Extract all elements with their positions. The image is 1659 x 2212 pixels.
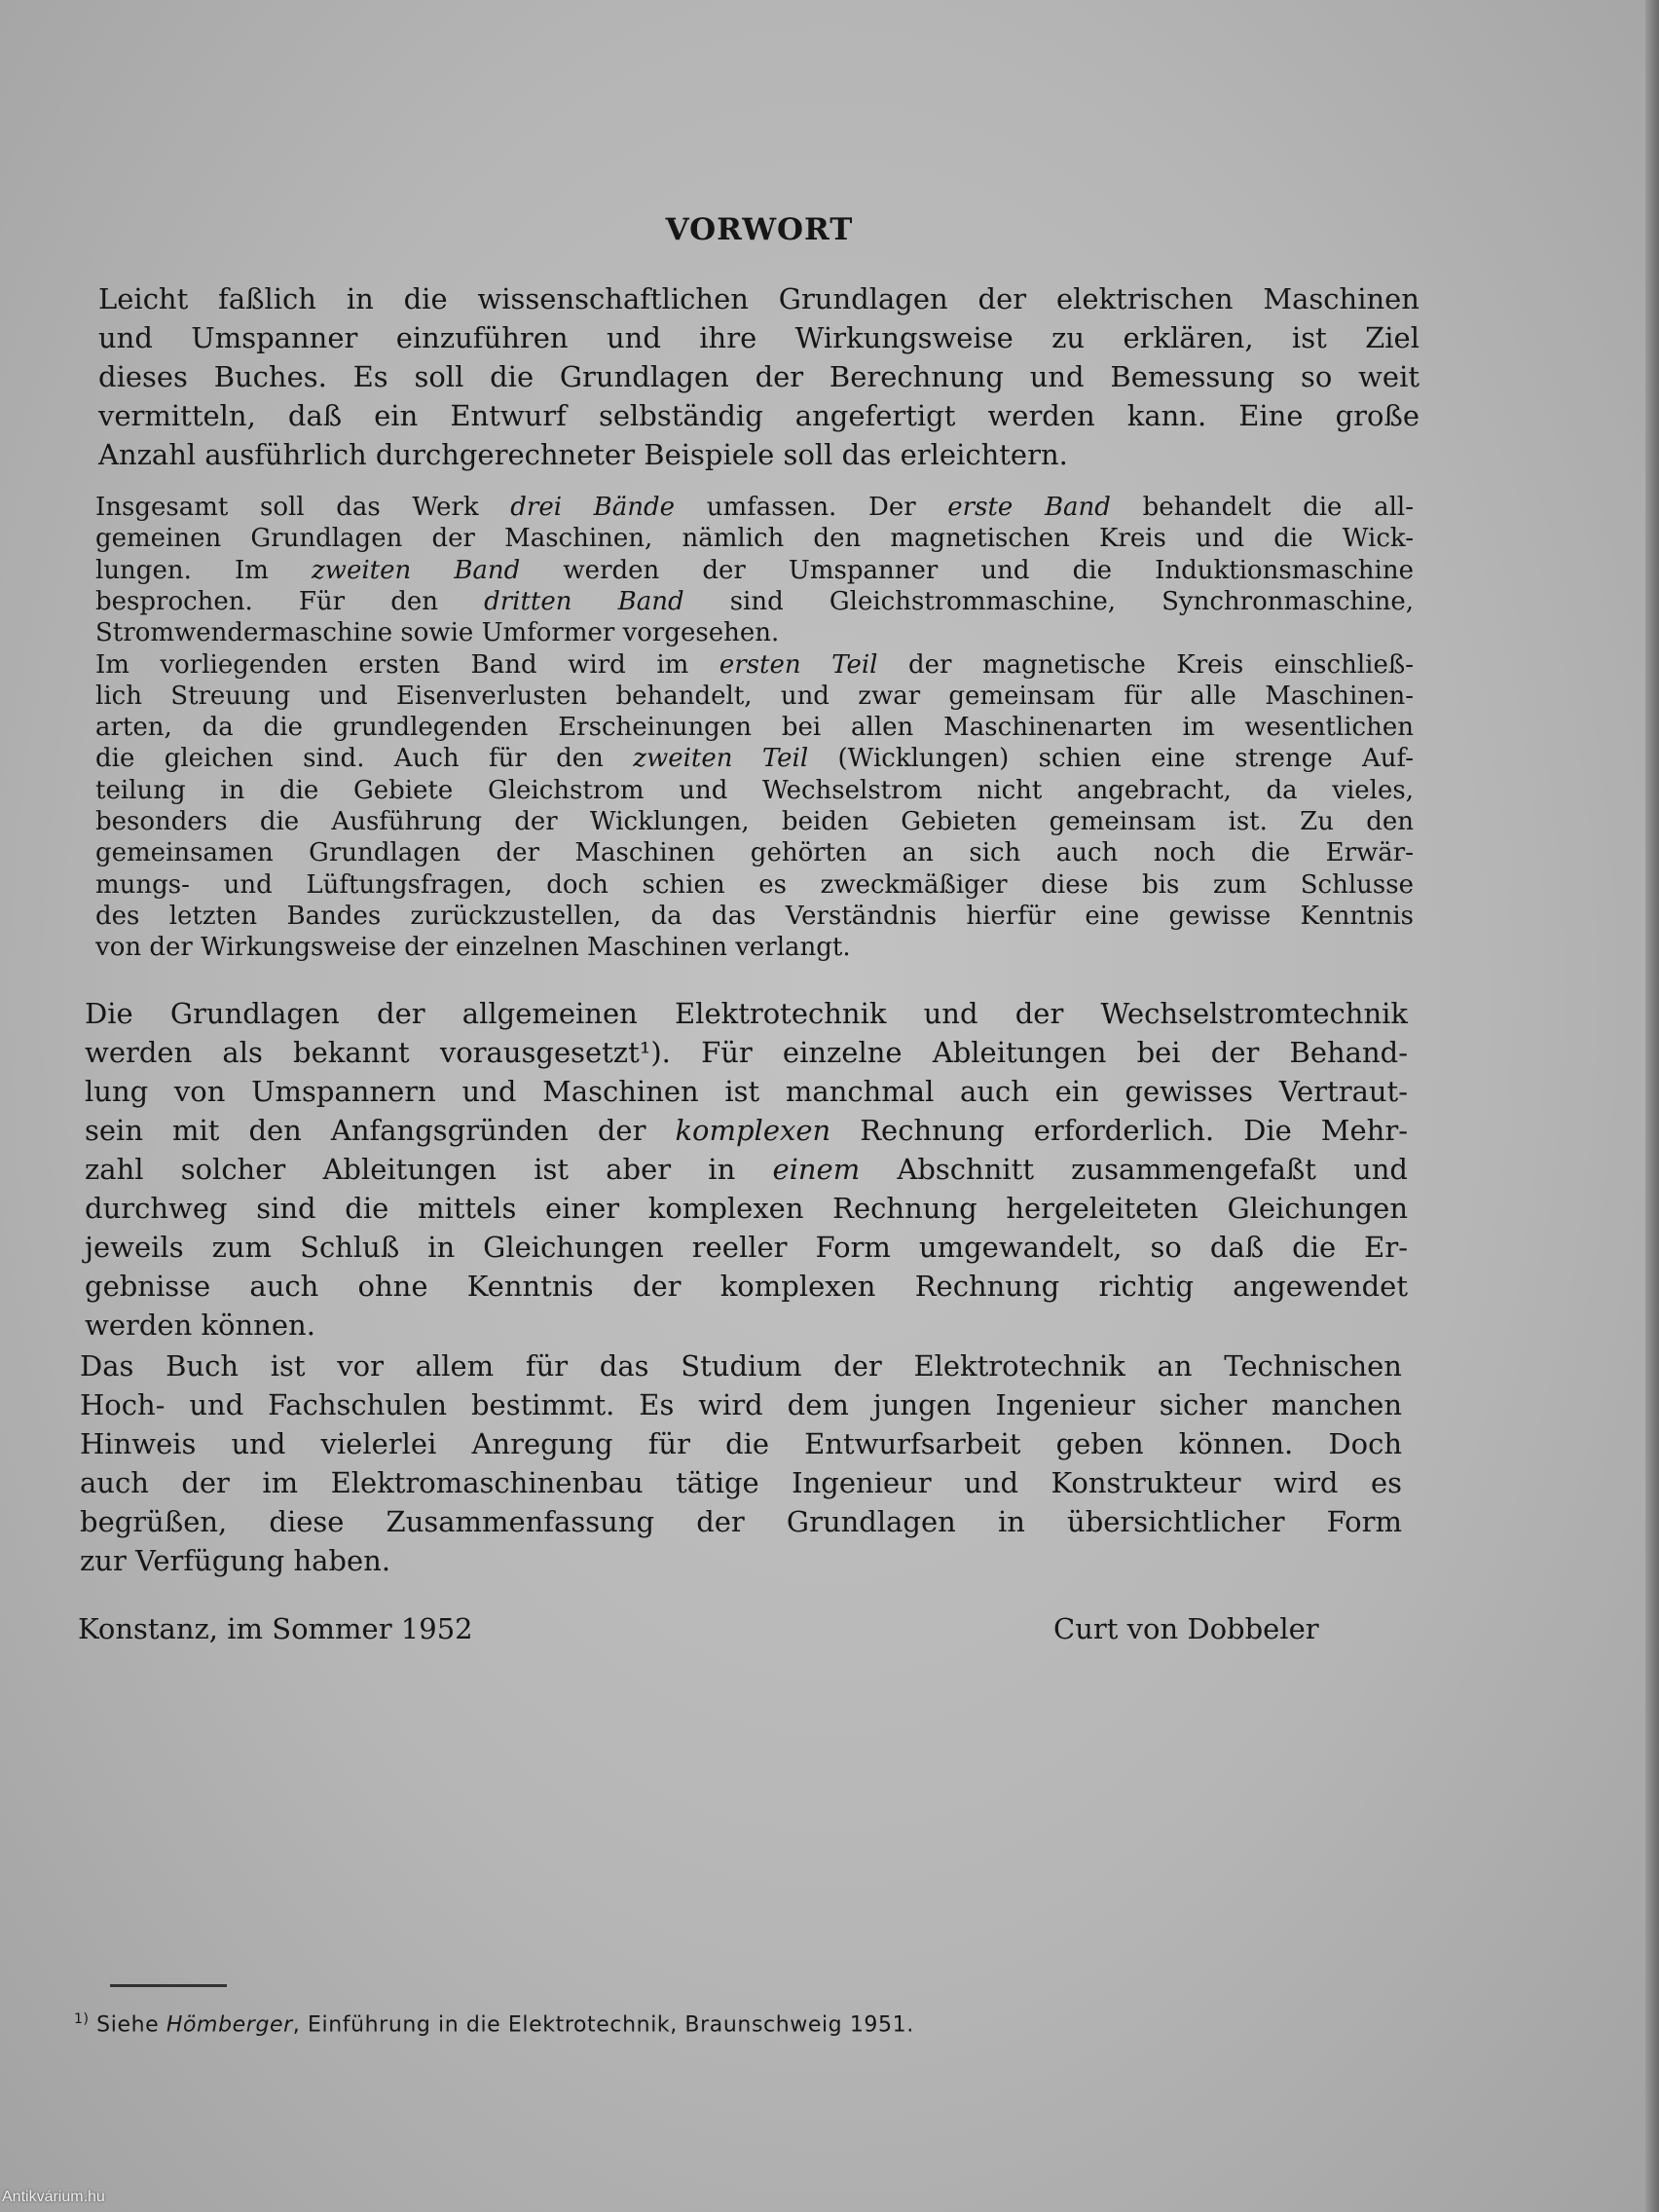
text-segment: Im vorliegenden ersten Band wird im (95, 649, 719, 680)
text-line (98, 399, 1419, 432)
emphasis-text: einem (772, 1153, 861, 1186)
text-line (98, 282, 1419, 315)
text-line (95, 587, 1414, 616)
text-line (85, 997, 1408, 1030)
emphasis-text: komplexen (675, 1114, 831, 1147)
text-segment: werden der Umspanner und die Induktionsmaschine (520, 555, 1414, 585)
text-segment: lung von Umspannern und Maschinen ist manchmal auch ein gewisses Vertraut- (85, 1075, 1408, 1108)
text-segment: lich Streuung und Eisenverlusten behandelt, und zwar gemeinsam für alle Maschinen- (95, 681, 1414, 711)
text-segment: werden können. (85, 1309, 315, 1342)
text-segment: umfassen. Der (675, 493, 948, 522)
text-line (98, 438, 1419, 471)
text-segment: mungs- und Lüftungsfragen, doch schien es zweckmäßiger diese bis zum Schlusse (95, 869, 1414, 900)
text-segment: durchweg sind die mittels einer komplexen Rechnung hergeleiteten Gleichungen (85, 1192, 1408, 1225)
text-line (95, 556, 1414, 585)
text-segment: und Umspanner einzuführen und ihre Wirkungsweise zu erklären, ist Ziel (98, 321, 1419, 354)
page-title: VORWORT (665, 212, 854, 247)
footnote-marker: 1) (74, 2011, 90, 2027)
text-segment: Hinweis und vielerlei Anregung für die Entwurfsarbeit geben können. Doch (80, 1427, 1402, 1460)
text-segment: besonders die Ausführung der Wicklungen, beiden Gebieten gemeinsam ist. Zu den (95, 807, 1414, 836)
text-line (80, 1544, 1402, 1577)
emphasis-text: ersten Teil (719, 649, 878, 680)
text-segment: des letzten Bandes zurückzustellen, da das Verständnis hierfür eine gewisse Kenntnis (95, 901, 1414, 931)
text-segment: (Wicklungen) schien eine strenge Auf- (808, 744, 1415, 774)
text-segment: werden als bekannt vorausgesetzt¹). Für einzelne Ableitungen bei der Behand- (85, 1036, 1408, 1069)
text-segment: sein mit den Anfangsgründen der (85, 1114, 676, 1147)
text-segment: Die Grundlagen der allgemeinen Elektrotechnik und der Wechselstromtechnik (85, 997, 1408, 1030)
text-segment: die gleichen sind. Auch für den (95, 744, 634, 774)
text-line (95, 682, 1414, 711)
text-segment: gemeinsamen Grundlagen der Maschinen gehörten an sich auch noch die Erwär- (95, 838, 1414, 868)
emphasis-text: zweiten Band (311, 555, 521, 585)
text-line (95, 776, 1414, 805)
text-segment: Insgesamt soll das Werk (95, 493, 511, 522)
text-line (80, 1349, 1402, 1382)
text-segment: der magnetische Kreis einschließ- (877, 649, 1414, 680)
text-line (80, 1505, 1402, 1538)
text-segment: lungen. Im (95, 555, 312, 585)
text-segment: Abschnitt zusammengefaßt und (860, 1153, 1408, 1186)
footnote-author: Hömberger (166, 2012, 293, 2038)
watermark: Antikvárium.hu (2, 2189, 105, 2205)
text-line (85, 1036, 1408, 1069)
text-segment: dieses Buches. Es soll die Grundlagen der Berechnung und Bemessung so weit (98, 360, 1419, 393)
text-line (80, 1388, 1402, 1421)
footnote-rule (110, 1984, 227, 1987)
text-segment: behandelt die all- (1110, 493, 1414, 522)
text-line (95, 933, 1414, 962)
place-date: Konstanz, im Sommer 1952 (78, 1612, 473, 1645)
text-segment: zahl solcher Ableitungen ist aber in (85, 1153, 773, 1186)
text-line (95, 807, 1414, 836)
text-line (95, 618, 1414, 647)
text-segment: Stromwendermaschine sowie Umformer vorgesehen. (95, 618, 780, 648)
text-segment: besprochen. Für den (95, 586, 485, 616)
text-segment: zur Verfügung haben. (80, 1544, 391, 1577)
text-segment: sind Gleichstrommaschine, Synchronmaschine, (683, 586, 1414, 616)
text-line (95, 838, 1414, 867)
text-segment: Rechnung erforderlich. Die Mehr- (830, 1114, 1408, 1147)
emphasis-text: drei Bände (510, 493, 676, 522)
text-segment: Das Buch ist vor allem für das Studium der Elektrotechnik an Technischen (80, 1349, 1402, 1382)
text-line (95, 650, 1414, 680)
emphasis-text: zweiten Teil (633, 744, 809, 774)
text-segment: arten, da die grundlegenden Erscheinungen bei allen Maschinenarten im wesentlichen (95, 713, 1414, 743)
text-line (85, 1192, 1408, 1225)
text-segment: jeweils zum Schluß in Gleichungen reeller Form umgewandelt, so daß die Er- (85, 1231, 1408, 1264)
text-segment: gemeinen Grundlagen der Maschinen, nämlich den magnetischen Kreis und die Wick- (95, 524, 1414, 554)
text-line (95, 713, 1414, 742)
text-segment: Hoch- und Fachschulen bestimmt. Es wird dem jungen Ingenieur sicher manchen (80, 1388, 1402, 1421)
text-line (95, 902, 1414, 931)
emphasis-text: dritten Band (484, 586, 684, 616)
text-line (98, 321, 1419, 354)
text-line (80, 1427, 1402, 1460)
text-line (85, 1075, 1408, 1108)
text-line (85, 1270, 1408, 1303)
footnote (74, 2011, 914, 2037)
text-line (95, 493, 1414, 522)
text-segment: von der Wirkungsweise der einzelnen Maschinen verlangt. (95, 933, 851, 963)
text-line (80, 1466, 1402, 1499)
page-edge-shadow (1645, 0, 1659, 2212)
text-line (85, 1114, 1408, 1147)
text-segment: auch der im Elektromaschinenbau tätige Ingenieur und Konstrukteur wird es (80, 1466, 1402, 1499)
text-segment: Leicht faßlich in die wissenschaftlichen Grundlagen der elektrischen Maschinen (98, 282, 1419, 315)
emphasis-text: erste Band (947, 493, 1111, 522)
text-line (98, 360, 1419, 393)
text-line (95, 524, 1414, 553)
author-signature: Curt von Dobbeler (1053, 1612, 1319, 1645)
text-line (85, 1231, 1408, 1264)
text-segment: gebnisse auch ohne Kenntnis der komplexen Rechnung richtig angewendet (85, 1270, 1408, 1303)
text-segment: teilung in die Gebiete Gleichstrom und Wechselstrom nicht angebracht, da vieles, (95, 775, 1414, 805)
text-segment: begrüßen, diese Zusammenfassung der Grundlagen in übersichtlicher Form (80, 1505, 1402, 1538)
text-line (95, 744, 1414, 773)
text-line (85, 1153, 1408, 1186)
text-line (95, 870, 1414, 900)
text-segment: Anzahl ausführlich durchgerechneter Beispiele soll das erleichtern. (98, 438, 1068, 471)
text-line (85, 1309, 1408, 1342)
text-segment: vermitteln, daß ein Entwurf selbständig angefertigt werden kann. Eine große (98, 399, 1419, 432)
footnote-text: , Einführung in die Elektrotechnik, Braunschweig 1951. (292, 2012, 914, 2038)
footnote-text: Siehe (89, 2012, 166, 2038)
